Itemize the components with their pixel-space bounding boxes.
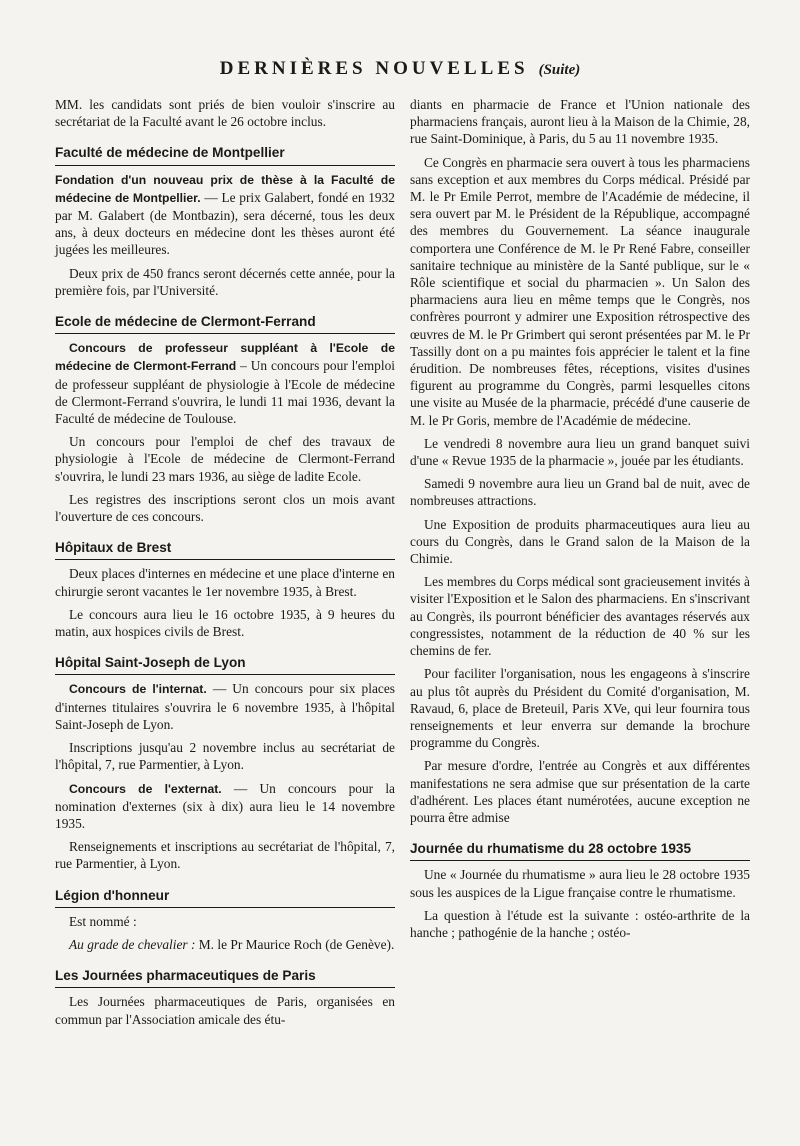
section-title-journees: Les Journées pharmaceutiques de Paris [55, 967, 395, 988]
montpellier-paragraph-1 [55, 171, 395, 259]
lyon-lead-internat: Concours de l'internat. [69, 682, 207, 697]
left-column [55, 96, 395, 1034]
section-title-legion: Légion d'honneur [55, 887, 395, 908]
lyon-paragraph-2: Inscriptions jusqu'au 2 novembre inclus au secrétariat de l'hôpital, 7, rue Parmentier, à Lyon. [55, 740, 395, 773]
page-header [0, 58, 800, 80]
brest-paragraph-1: Deux places d'internes en médecine et une place d'interne en chirurgie seront vacantes le 1er novembre 1935, à Brest. [55, 566, 395, 599]
clermont-paragraph-3: Les registres des inscriptions seront clos un mois avant l'ouverture de ces concours. [55, 491, 395, 525]
lyon-lead-externat: Concours de l'externat. [69, 781, 222, 796]
rhumatisme-paragraph-2: La question à l'étude est la suivante : ostéo-arthrite de la hanche ; pathogénie de la hanche ; ostéo- [410, 907, 750, 940]
lyon-paragraph-3 [55, 780, 395, 833]
montpellier-text-1: — Le prix Galabert, fondé en 1932 par M. Galabert (de Montbazin), sera décerné, tous les deux ans, à deux docteurs en médecine dont les thèses auront été jugées les meilleures. [55, 189, 396, 258]
journees-paragraph-1: Les Journées pharmaceutiques de Paris, organisées en commun par l'Association amicale des étu- [55, 994, 395, 1027]
lyon-text-1: — Un concours pour six places d'internes titulaires s'ouvrira le 6 novembre 1935, à l'hôpital Saint-Joseph de Lyon. [55, 681, 395, 732]
section-title-montpellier: Faculté de médecine de Montpellier [55, 144, 395, 165]
clermont-text-1: – Un concours pour l'emploi de professeur suppléant de physiologie à l'Ecole de médecine de Clermont-Ferrand s'ouvrira, le lundi 11 mai 1936, devant la Faculté de médecine de Toulouse. [55, 358, 395, 427]
right-paragraph-8: Par mesure d'ordre, l'entrée au Congrès et aux différentes manifestations ne sera admise que sur présentation de la carte d'adhérent. Les places étant numérotées, aucune exception ne pourra être admise [410, 758, 750, 825]
section-title-rhumatisme: Journée du rhumatisme du 28 octobre 1935 [410, 840, 750, 861]
header-title: DERNIÈRES NOUVELLES [219, 58, 529, 79]
right-paragraph-1: diants en pharmacie de France et l'Union nationale des pharmaciens français, auront lieu à la Maison de la Chimie, 28, rue Saint-Dominique, à Paris, du 5 au 11 novembre 1935. [410, 97, 750, 147]
lyon-paragraph-1 [55, 680, 395, 733]
montpellier-paragraph-2: Deux prix de 450 francs seront décernés cette année, pour la première fois, par l'Université. [55, 265, 395, 298]
legion-paragraph-1: Est nommé : [69, 913, 137, 929]
rhumatisme-paragraph-1: Une « Journée du rhumatisme » aura lieu le 28 octobre 1935 sous les auspices de la Ligue française contre le rhumatisme. [410, 867, 750, 900]
section-title-brest: Hôpitaux de Brest [55, 539, 395, 560]
clermont-paragraph-2: Un concours pour l'emploi de chef des travaux de physiologie à l'Ecole de médecine de Clermont-Ferrand s'ouvrira, le lundi 23 mars 1936, au siège de ladite Ecole. [55, 434, 395, 484]
legion-text-2: M. le Pr Maurice Roch (de Genève). [195, 936, 395, 952]
montpellier-lead: Fondation d'un nouveau prix de thèse à la Faculté de médecine de Montpellier. [55, 172, 395, 205]
clermont-paragraph-1 [55, 339, 395, 427]
right-paragraph-3: Le vendredi 8 novembre aura lieu un grand banquet suivi d'une « Revue 1935 de la pharmacie », jouée par les étudiants. [410, 435, 750, 469]
header-suite: (Suite) [538, 62, 581, 78]
intro-paragraph: MM. les candidats sont priés de bien vouloir s'inscrire au secrétariat de la Faculté avant le 26 octobre inclus. [55, 97, 395, 130]
right-paragraph-2: Ce Congrès en pharmacie sera ouvert à tous les pharmaciens sans exception et aux membres du Corps médical. Présidé par M. le Pr Emile Perrot, membre de l'Académie de médecine, il sera ouvert par M. le Président de la République, accompagné des membres du Gouvernement. La séance inaugurale comportera une Conférence de M. le Pr René Fabre, conseiller sanitaire technique au ministère de la Santé publique, sur le « Rôle scientifique et social du pharmacien ». Un Salon des pharmaciens aura lieu en même temps que le Congrès, nos confrères pourront y admirer une Exposition rétrospective des œuvres de M. le Pr Grimbert qui seront présentées par M. le Pr Tassilly dont on a pu maintes fois apprécier le talent et la fine érudition. De nombreuses fêtes, réceptions, visites d'usines figurent au programme du Congrès, parmi lesquelles citons une visite au Musée de la pharmacie, précédé d'une causerie de M. le Pr Goris, membre de l'Académie de médecine. [410, 154, 750, 428]
right-paragraph-6: Les membres du Corps médical sont gracieusement invités à visiter l'Exposition et le Salon des pharmaciens. En s'inscrivant au Congrès, ils pourront bénéficier des avantages réservés aux congressistes, notamment de la réduction de 40 % sur les chemins de fer. [410, 574, 750, 659]
section-title-lyon: Hôpital Saint-Joseph de Lyon [55, 654, 395, 675]
right-paragraph-7: Pour faciliter l'organisation, nous les engageons à s'inscrire au plus tôt auprès du Président du Comité d'organisation, M. Ravaud, 6, place de Breteuil, Paris XVe, qui leur fournira tous renseignements et leur enverra sur demande la brochure programme du Congrès. [410, 666, 750, 751]
right-column [410, 96, 750, 947]
right-paragraph-5: Une Exposition de produits pharmaceutiques aura lieu au cours du Congrès, dans le Grand salon de la Maison de la Chimie. [410, 516, 750, 567]
brest-paragraph-2: Le concours aura lieu le 16 octobre 1935, à 9 heures du matin, aux hospices civils de Brest. [55, 606, 395, 640]
legion-paragraph-2 [55, 936, 395, 953]
legion-grade: Au grade de chevalier : [69, 936, 196, 952]
lyon-text-3: — Un concours pour la nomination d'externes (six à dix) aura lieu le 14 novembre 1935. [55, 780, 395, 831]
right-paragraph-4: Samedi 9 novembre aura lieu un Grand bal de nuit, avec de nombreuses attractions. [410, 476, 750, 509]
clermont-lead: Concours de professeur suppléant à l'Ecole de médecine de Clermont-Ferrand [55, 341, 395, 374]
section-title-clermont: Ecole de médecine de Clermont-Ferrand [55, 313, 395, 334]
lyon-paragraph-4: Renseignements et inscriptions au secrétariat de l'hôpital, 7, rue Parmentier, à Lyon. [55, 839, 395, 872]
